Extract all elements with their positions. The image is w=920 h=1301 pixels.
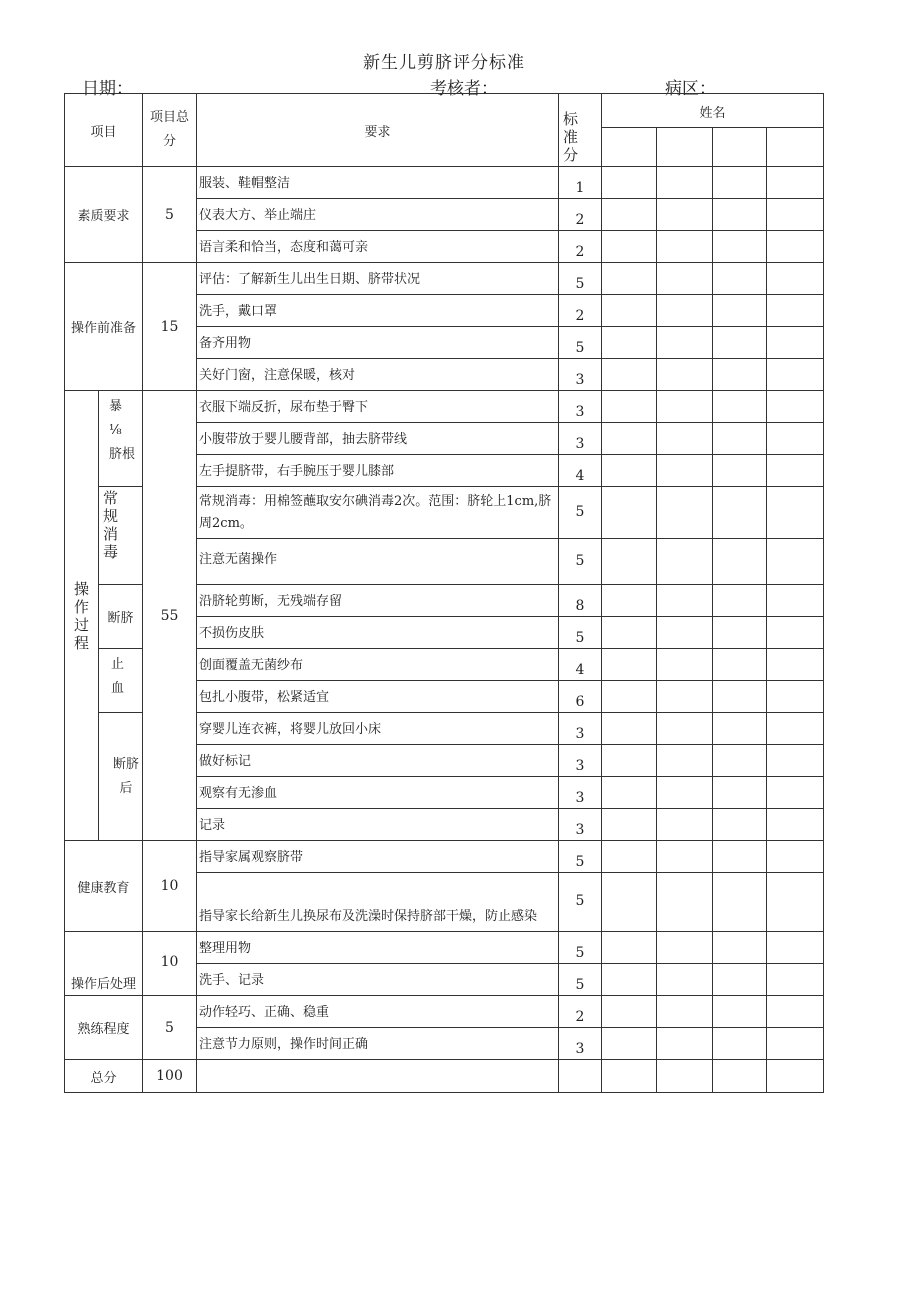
requirement-cell: 备齐用物 [197, 327, 559, 359]
grade-cell[interactable] [657, 649, 713, 681]
grade-cell[interactable] [713, 932, 767, 964]
requirement-cell: 观察有无渗血 [197, 777, 559, 809]
grade-cell[interactable] [767, 295, 824, 327]
score-cell: 5 [559, 841, 602, 873]
score-cell: 5 [559, 263, 602, 295]
requirement-cell: 包扎小腹带，松紧适宜 [197, 681, 559, 713]
grade-cell[interactable] [602, 167, 657, 199]
requirement-cell: 不损伤皮肤 [197, 617, 559, 649]
category-total: 55 [143, 391, 197, 841]
grade-cell[interactable] [713, 539, 767, 585]
grade-cell[interactable] [657, 932, 713, 964]
page-title: 新生儿剪脐评分标准 [363, 53, 525, 73]
requirement-cell: 穿婴儿连衣裤，将婴儿放回小床 [197, 713, 559, 745]
examiner-label: 考核者： [430, 79, 498, 99]
grade-cell[interactable] [713, 167, 767, 199]
requirement-cell: 洗手、记录 [197, 964, 559, 996]
grade-cell[interactable] [767, 423, 824, 455]
category-total: 15 [143, 263, 197, 391]
total-row [65, 1060, 824, 1093]
grade-cell[interactable] [767, 809, 824, 841]
grade-cell[interactable] [602, 231, 657, 263]
grade-cell[interactable] [602, 455, 657, 487]
grade-cell[interactable] [713, 487, 767, 539]
grade-cell[interactable] [713, 996, 767, 1028]
grade-cell[interactable] [713, 231, 767, 263]
grade-cell[interactable] [767, 585, 824, 617]
grade-cell[interactable] [602, 327, 657, 359]
name-cell[interactable] [713, 128, 767, 167]
grade-cell[interactable] [767, 487, 824, 539]
requirement-cell: 做好标记 [197, 745, 559, 777]
grade-cell[interactable] [602, 295, 657, 327]
requirement-cell: 沿脐轮剪断，无残端存留 [197, 585, 559, 617]
subgroup-cell: 常规消毒 [99, 487, 143, 585]
grade-cell[interactable] [602, 585, 657, 617]
name-cell[interactable] [767, 128, 824, 167]
requirement-cell: 小腹带放于婴儿腰背部，抽去脐带线 [197, 423, 559, 455]
grade-cell[interactable] [657, 487, 713, 539]
grade-cell[interactable] [657, 199, 713, 231]
grade-cell[interactable] [713, 681, 767, 713]
category-total: 10 [143, 932, 197, 996]
grade-cell[interactable] [657, 777, 713, 809]
score-cell: 5 [559, 873, 602, 932]
grade-cell[interactable] [713, 809, 767, 841]
grade-cell[interactable] [713, 873, 767, 932]
grade-cell[interactable] [657, 617, 713, 649]
grade-cell[interactable] [657, 359, 713, 391]
grade-cell[interactable] [767, 996, 824, 1028]
grade-cell[interactable] [602, 539, 657, 585]
score-cell: 6 [559, 681, 602, 713]
grade-cell[interactable] [602, 964, 657, 996]
requirement-cell: 洗手，戴口罩 [197, 295, 559, 327]
score-cell: 4 [559, 455, 602, 487]
grade-cell[interactable] [602, 841, 657, 873]
grade-cell[interactable] [602, 713, 657, 745]
requirement-cell: 记录 [197, 809, 559, 841]
grade-cell[interactable] [767, 681, 824, 713]
score-cell: 2 [559, 295, 602, 327]
grade-cell[interactable] [713, 713, 767, 745]
requirement-cell: 动作轻巧、正确、稳重 [197, 996, 559, 1028]
header-name: 姓名 [602, 94, 824, 128]
grade-cell[interactable] [713, 391, 767, 423]
grade-cell[interactable] [657, 263, 713, 295]
grade-cell[interactable] [657, 423, 713, 455]
score-cell: 5 [559, 327, 602, 359]
name-cell[interactable] [602, 128, 657, 167]
grade-cell[interactable] [713, 263, 767, 295]
category-total: 10 [143, 841, 197, 932]
grade-cell[interactable] [657, 841, 713, 873]
score-cell: 5 [559, 617, 602, 649]
grade-cell[interactable] [602, 745, 657, 777]
grade-cell[interactable] [767, 539, 824, 585]
grade-cell[interactable] [657, 167, 713, 199]
grade-cell[interactable] [713, 455, 767, 487]
score-cell: 3 [559, 423, 602, 455]
table-row [65, 391, 824, 423]
grade-cell[interactable] [657, 996, 713, 1028]
score-cell: 2 [559, 996, 602, 1028]
score-cell: 3 [559, 777, 602, 809]
requirement-cell: 评估：了解新生儿出生日期、脐带状况 [197, 263, 559, 295]
grade-cell[interactable] [767, 359, 824, 391]
grade-cell[interactable] [713, 964, 767, 996]
grade-cell[interactable] [602, 649, 657, 681]
grade-cell[interactable] [767, 964, 824, 996]
requirement-cell: 创面覆盖无菌纱布 [197, 649, 559, 681]
date-label: 日期： [82, 79, 133, 99]
subgroup-cell: 暴 ⅛ 脐根 [99, 391, 143, 487]
requirement-cell: 整理用物 [197, 932, 559, 964]
grade-cell[interactable] [602, 1028, 657, 1060]
grade-cell[interactable] [657, 391, 713, 423]
grade-cell[interactable] [602, 996, 657, 1028]
category-cell: 素质要求 [65, 167, 143, 263]
name-cell[interactable] [657, 128, 713, 167]
grade-cell[interactable] [657, 231, 713, 263]
requirement-cell: 服装、鞋帽整洁 [197, 167, 559, 199]
grade-cell[interactable] [657, 1060, 713, 1093]
grand-total-value: 100 [143, 1060, 197, 1093]
grade-cell[interactable] [767, 455, 824, 487]
score-cell: 5 [559, 932, 602, 964]
score-cell: 5 [559, 539, 602, 585]
table-row [65, 167, 824, 199]
grade-cell[interactable] [767, 873, 824, 932]
table-row [65, 932, 824, 964]
grade-cell[interactable] [767, 713, 824, 745]
grade-cell[interactable] [767, 231, 824, 263]
category-cell: 操作后处理 [65, 932, 143, 996]
grade-cell[interactable] [602, 263, 657, 295]
grade-cell[interactable] [657, 745, 713, 777]
grade-cell[interactable] [602, 487, 657, 539]
grade-cell[interactable] [602, 1060, 657, 1093]
grade-cell[interactable] [657, 1028, 713, 1060]
grade-cell[interactable] [657, 295, 713, 327]
header-standard-score: 标准分 [559, 94, 602, 167]
score-cell: 8 [559, 585, 602, 617]
header-row [65, 94, 824, 128]
table-row [65, 263, 824, 295]
grade-cell[interactable] [767, 391, 824, 423]
grade-cell[interactable] [713, 745, 767, 777]
score-cell [559, 1060, 602, 1093]
category-cell: 操作前准备 [65, 263, 143, 391]
grade-cell[interactable] [713, 359, 767, 391]
grade-cell[interactable] [602, 932, 657, 964]
category-total: 5 [143, 996, 197, 1060]
grade-cell[interactable] [767, 199, 824, 231]
score-cell: 3 [559, 809, 602, 841]
grade-cell[interactable] [602, 809, 657, 841]
score-cell: 3 [559, 1028, 602, 1060]
grade-cell[interactable] [767, 617, 824, 649]
grade-cell[interactable] [713, 1028, 767, 1060]
score-cell: 3 [559, 391, 602, 423]
grade-cell[interactable] [657, 681, 713, 713]
ward-label: 病区： [665, 79, 716, 99]
grade-cell[interactable] [713, 295, 767, 327]
grade-cell[interactable] [657, 964, 713, 996]
requirement-cell: 注意节力原则，操作时间正确 [197, 1028, 559, 1060]
score-cell: 3 [559, 713, 602, 745]
grade-cell[interactable] [657, 327, 713, 359]
header-requirement: 要求 [197, 94, 559, 167]
score-cell: 5 [559, 964, 602, 996]
grade-cell[interactable] [602, 873, 657, 932]
grand-total-label: 总分 [65, 1060, 143, 1093]
category-cell: 健康教育 [65, 841, 143, 932]
grade-cell[interactable] [713, 423, 767, 455]
grade-cell[interactable] [767, 745, 824, 777]
grade-cell[interactable] [713, 841, 767, 873]
requirement-cell: 指导家属观察脐带 [197, 841, 559, 873]
requirement-cell: 语言柔和恰当，态度和蔼可亲 [197, 231, 559, 263]
grade-cell[interactable] [713, 199, 767, 231]
grade-cell[interactable] [602, 617, 657, 649]
grade-cell[interactable] [767, 167, 824, 199]
grade-cell[interactable] [602, 777, 657, 809]
grade-cell[interactable] [602, 423, 657, 455]
grade-cell[interactable] [713, 649, 767, 681]
requirement-cell: 左手提脐带，右手腕压于婴儿膝部 [197, 455, 559, 487]
subgroup-cell: 断脐 [99, 585, 143, 649]
grade-cell[interactable] [657, 585, 713, 617]
grade-cell[interactable] [602, 681, 657, 713]
grade-cell[interactable] [602, 199, 657, 231]
requirement-cell: 注意无菌操作 [197, 539, 559, 585]
grade-cell[interactable] [602, 359, 657, 391]
grade-cell[interactable] [657, 873, 713, 932]
requirement-cell: 关好门窗，注意保暖，核对 [197, 359, 559, 391]
requirement-cell: 指导家长给新生儿换尿布及洗澡时保持脐部干燥，防止感染 [197, 873, 559, 932]
grade-cell[interactable] [713, 1060, 767, 1093]
grade-cell[interactable] [767, 841, 824, 873]
requirement-cell: 常规消毒：用棉签蘸取安尔碘消毒2次。范围：脐轮上1cm,脐周2cm。 [197, 487, 559, 539]
grade-cell[interactable] [767, 1028, 824, 1060]
grade-cell[interactable] [713, 617, 767, 649]
score-cell: 3 [559, 745, 602, 777]
score-cell: 3 [559, 359, 602, 391]
category-total: 5 [143, 167, 197, 263]
subgroup-cell: 止血 [99, 649, 143, 713]
grade-cell[interactable] [767, 327, 824, 359]
grade-cell[interactable] [657, 713, 713, 745]
grade-cell[interactable] [657, 455, 713, 487]
grade-cell[interactable] [767, 1060, 824, 1093]
grade-cell[interactable] [767, 649, 824, 681]
requirement-cell: 衣服下端反折，尿布垫于臀下 [197, 391, 559, 423]
requirement-cell [197, 1060, 559, 1093]
scoring-table [64, 93, 824, 1093]
table-row [65, 841, 824, 873]
grade-cell[interactable] [713, 327, 767, 359]
grade-cell[interactable] [767, 263, 824, 295]
category-cell: 操作过程 [65, 391, 99, 841]
grade-cell[interactable] [767, 932, 824, 964]
grade-cell[interactable] [657, 539, 713, 585]
grade-cell[interactable] [602, 391, 657, 423]
grade-cell[interactable] [713, 777, 767, 809]
score-cell: 2 [559, 199, 602, 231]
score-cell: 4 [559, 649, 602, 681]
table-row [65, 996, 824, 1028]
score-cell: 5 [559, 487, 602, 539]
score-cell: 2 [559, 231, 602, 263]
category-cell: 熟练程度 [65, 996, 143, 1060]
subgroup-cell: 断脐后 [99, 713, 143, 841]
header-item: 项目 [65, 94, 143, 167]
header-item-total: 项目总分 [143, 94, 197, 167]
grade-cell[interactable] [767, 777, 824, 809]
requirement-cell: 仪表大方、举止端庄 [197, 199, 559, 231]
grade-cell[interactable] [713, 585, 767, 617]
grade-cell[interactable] [657, 809, 713, 841]
score-cell: 1 [559, 167, 602, 199]
